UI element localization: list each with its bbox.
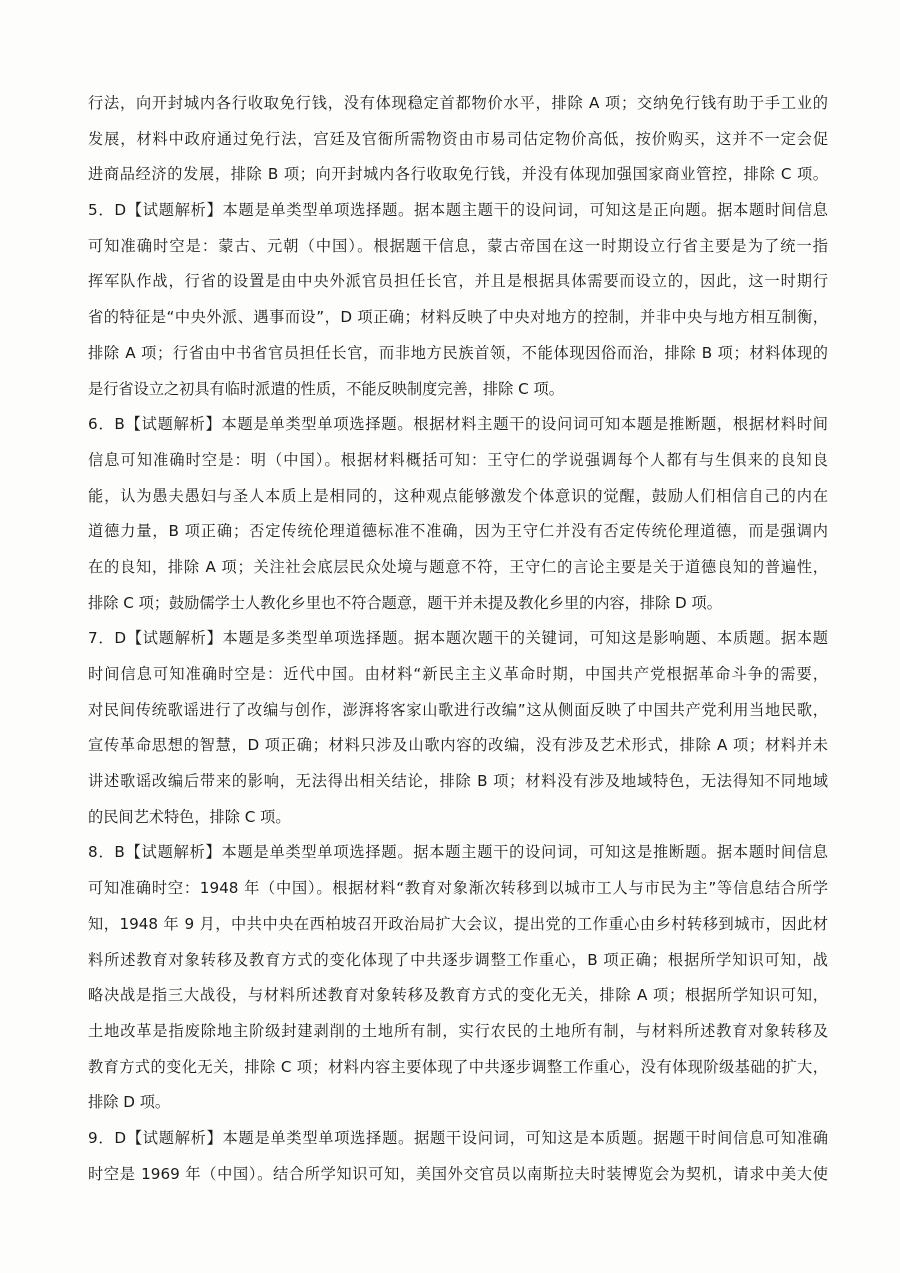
question-5-start: 5．D【试题解析】本题是单类型单项选择题。据本题主题干的设问词，可知这是正向题。据本题时间信息	[88, 201, 828, 220]
text-line: 信息可知准确时空是：明（中国）。根据材料概括可知：王守仁的学说强调每个人都有与生俱来的良知良	[88, 450, 828, 469]
text-line: 料所述教育对象转移及教育方式的变化体现了中共逐步调整工作重心，B 项正确；根据所学知识可知，战	[88, 950, 828, 969]
question-7-start: 7．D【试题解析】本题是多类型单项选择题。据本题次题干的关键词，可知这是影响题、本质题。据本题	[88, 629, 828, 648]
question-9-start: 9．D【试题解析】本题是单类型单项选择题。据题干设问词，可知这是本质题。据题干时间信息可知准确	[88, 1128, 828, 1147]
text-line: 排除 C 项；鼓励儒学士人教化乡里也不符合题意，题干并未提及教化乡里的内容，排除 D 项。	[88, 593, 722, 612]
text-line: 行法，向开封城内各行收取免行钱，没有体现稳定首都物价水平，排除 A 项；交纳免行钱有助于手工业的	[88, 94, 828, 112]
text-line: 知，1948 年 9 月，中共中央在西柏坡召开政治局扩大会议，提出党的工作重心由乡村转移到城市，因此材	[88, 914, 828, 933]
question-6-start: 6．B【试题解析】本题是单类型单项选择题。根据材料主题干的设问词可知本题是推断题，根据材料时间	[88, 415, 828, 434]
text-line: 讲述歌谣改编后带来的影响，无法得出相关结论，排除 B 项；材料没有涉及地域特色，无法得知不同地域	[88, 772, 828, 791]
text-line: 宣传革命思想的智慧，D 项正确；材料只涉及山歌内容的改编，没有涉及艺术形式，排除 A 项；材料并未	[88, 736, 828, 755]
text-line: 排除 D 项。	[88, 1093, 171, 1112]
text-line: 能，认为愚夫愚妇与圣人本质上是相同的，这种观点能够激发个体意识的觉醒，鼓励人们相信自己的内在	[88, 486, 828, 505]
text-line: 是行省设立之初具有临时派遣的性质，不能反映制度完善，排除 C 项。	[88, 379, 564, 398]
text-line: 教育方式的变化无关，排除 C 项；材料内容主要体现了中共逐步调整工作重心，没有体现阶级基础的扩大，	[88, 1057, 828, 1076]
text-line: 进商品经济的发展，排除 B 项；向开封城内各行收取免行钱，并没有体现加强国家商业管控，排除 C 项。	[88, 165, 828, 184]
text-line: 略决战是指三大战役，与材料所述教育对象转移及教育方式的变化无关，排除 A 项；根据所学知识可知，	[88, 986, 828, 1005]
text-line: 道德力量，B 项正确；否定传统伦理道德标准不准确，因为王守仁并没有否定传统伦理道德，而是强调内	[88, 522, 828, 541]
text-line: 可知准确时空：1948 年（中国）。根据材料“教育对象渐次转移到以城市工人与市民为主”等信息结合所学	[88, 879, 828, 898]
text-line: 时间信息可知准确时空是：近代中国。由材料“新民主主义革命时期，中国共产党根据革命斗争的需要，	[88, 665, 828, 683]
text-line: 在的良知，排除 A 项；关注社会底层民众处境与题意不符，王守仁的言论主要是关于道德良知的普遍性，	[88, 557, 828, 576]
text-line: 时空是 1969 年（中国）。结合所学知识可知，美国外交官员以南斯拉夫时装博览会为契机，请求中美大使	[88, 1164, 828, 1183]
answer-explanations	[88, 86, 828, 1192]
text-line: 的民间艺术特色，排除 C 项。	[88, 807, 291, 826]
text-line: 省的特征是“中央外派、遇事而设”，D 项正确；材料反映了中央对地方的控制，并非中央与地方相互制衡，	[88, 308, 828, 327]
text-line: 排除 A 项；行省由中书省官员担任长官，而非地方民族首领，不能体现因俗而治，排除 B 项；材料体现的	[88, 343, 828, 362]
text-line: 发展，材料中政府通过免行法，宫廷及官衙所需物资由市易司估定物价高低，按价购买，这并不一定会促	[88, 129, 828, 148]
text-line: 挥军队作战，行省的设置是由中央外派官员担任长官，并且是根据具体需要而设立的，因此，这一时期行	[88, 272, 828, 291]
text-line: 对民间传统歌谣进行了改编与创作，澎湃将客家山歌进行改编”这从侧面反映了中国共产党利用当地民歌，	[88, 700, 828, 719]
text-line: 可知准确时空是：蒙古、元朝（中国）。根据题干信息，蒙古帝国在这一时期设立行省主要是为了统一指	[88, 236, 828, 255]
text-line: 土地改革是指废除地主阶级封建剥削的土地所有制，实行农民的土地所有制，与材料所述教育对象转移及	[88, 1021, 828, 1040]
question-8-start: 8．B【试题解析】本题是单类型单项选择题。据本题主题干的设问词，可知这是推断题。据本题时间信息	[88, 843, 828, 862]
